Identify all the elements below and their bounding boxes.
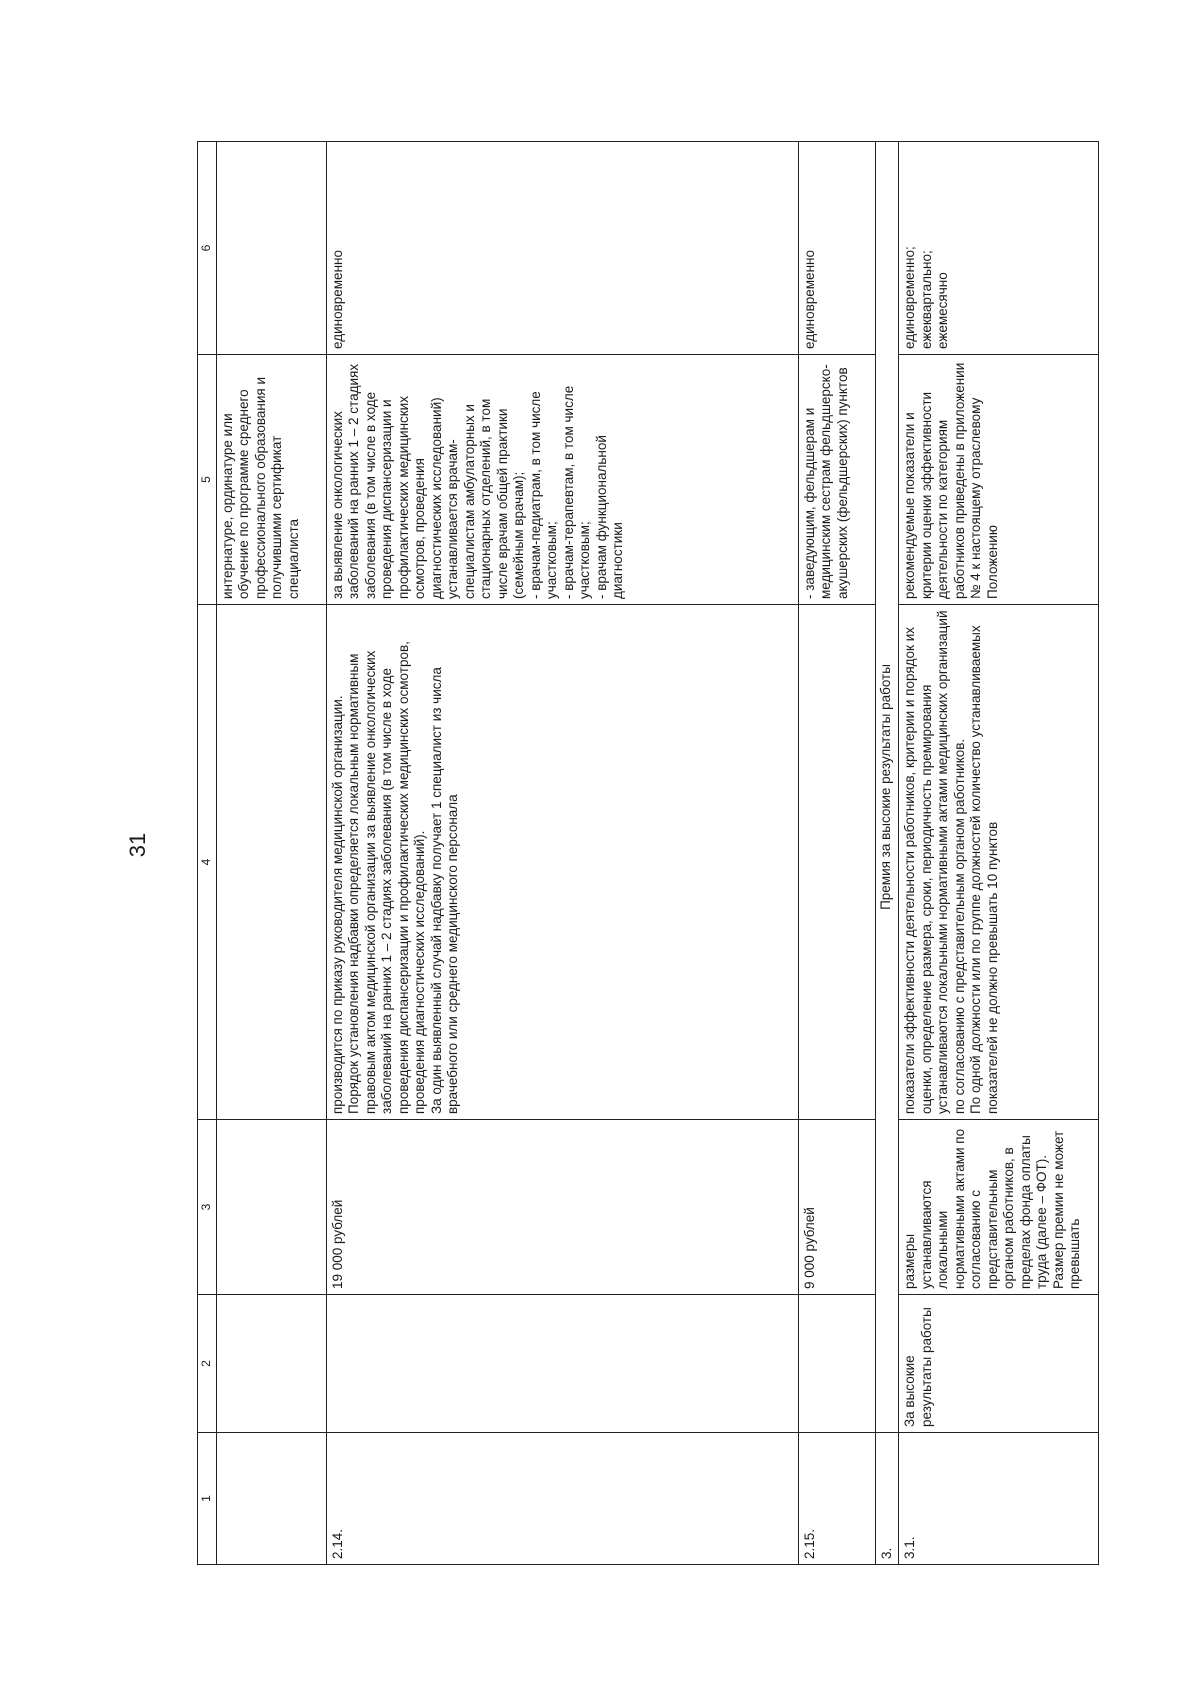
cell-empty [217,1433,327,1565]
cell-amount: 9 000 рублей [799,1120,876,1295]
recipients-line: - врачам-терапевтам, в том числе участковым; [560,385,593,599]
cell-payment-name: За высокие результаты работы [899,1295,1099,1433]
cell-conditions [327,605,799,1120]
recipients-line: устанавливается врачам-специалистам амбулаторных и стационарных отделений, в том числе врачам общей практики (семейным врачам); [445,398,527,599]
cell-empty [217,605,327,1120]
cell-empty [217,142,327,355]
cell-periodicity: единовременно [327,142,799,355]
cell-empty [799,1295,876,1433]
header-col-2: 2 [198,1295,217,1433]
conditions-paragraph: производится по приказу руководителя медицинской организации. [330,695,345,1114]
cell-periodicity: единовременно; ежеквартально; ежемесячно [899,142,1099,355]
table-rotation-frame [197,142,1116,1565]
cell-empty [217,1120,327,1295]
recipients-line: - врачам функциональной диагностики [593,435,625,599]
cell-row-number: 2.14. [327,1433,799,1565]
recipients-line: за выявление онкологических заболеваний на ранних 1 – 2 стадиях заболевания (в том числе в ходе проведения диспансеризации и профилактических медицинских осмотров, проведения диагностических исследований) [330,363,444,599]
cell-row-number: 3.1. [899,1433,1099,1565]
cell-recipients [327,355,799,605]
cell-continuation-description: интернатуре, ординатуре или обучение по программе среднего профессионального образования и получившими сертификат специалиста [217,355,327,605]
cell-recipients: рекомендуемые показатели и критерии оценки эффективности деятельности по категориям работников приведены в приложении № 4 к настоящему отраслевому Положению [899,355,1099,605]
header-col-6: 6 [198,142,217,355]
cell-conditions [899,605,1099,1120]
header-col-4: 4 [198,605,217,1120]
header-col-5: 5 [198,355,217,605]
page-number: 31 [125,832,150,858]
header-col-3: 3 [198,1120,217,1295]
cell-row-number: 2.15. [799,1433,876,1565]
rotated-table-sheet [197,142,1116,1565]
table-row-2-15 [799,142,876,1565]
cell-amount: размеры устанавливаются локальными нормативными актами по согласованию с представительным органом работников, в пределах фонда оплаты труда (далее – ФОТ). Размер премии не может превышать [899,1120,1099,1295]
table-row-2-14 [327,142,799,1565]
payments-table [197,141,1099,1565]
table-row-continuation [217,142,327,1565]
cell-empty [799,605,876,1120]
table-row-3-1 [899,142,1099,1565]
conditions-paragraph: Порядок установления надбавки определяется локальным нормативным правовым актом медицинской организации за выявление онкологических заболеваний на ранних 1 – 2 стадиях заболевания (в том числе в ходе проведения диспансеризации и профилактических медицинских осмотров, проведения диагностических исследований). [346,641,428,1114]
cell-empty [217,1295,327,1433]
conditions-paragraph: показатели эффективности деятельности работников, критерии и порядок их оценки, определение размера, сроки, периодичность премирования устанавливаются локальными нормативными актами медицинских организаций по согласованию с представительным органом работников. [902,610,967,1114]
conditions-paragraph: По одной должности или по группе должностей количество устанавливаемых показателей не должно превышать 10 пунктов [968,625,1000,1114]
conditions-paragraph: За один выявленный случай надбавку получает 1 специалист из числа врачебного или среднего медицинского персонала [428,667,461,1114]
section-title: Премия за высокие результаты работы [876,142,899,1433]
cell-empty [327,1295,799,1433]
cell-amount: 19 000 рублей [327,1120,799,1295]
cell-recipients: - заведующим, фельдшерам и медицинским сестрам фельдшерско-акушерских (фельдшерских) пунктов [799,355,876,605]
cell-row-number: 3. [876,1433,899,1565]
cell-periodicity: единовременно [799,142,876,355]
table-row-section-3 [876,142,899,1565]
recipients-line: - врачам-педиатрам, в том числе участковым; [527,391,560,599]
header-col-1: 1 [198,1433,217,1565]
header-row [198,142,217,1565]
